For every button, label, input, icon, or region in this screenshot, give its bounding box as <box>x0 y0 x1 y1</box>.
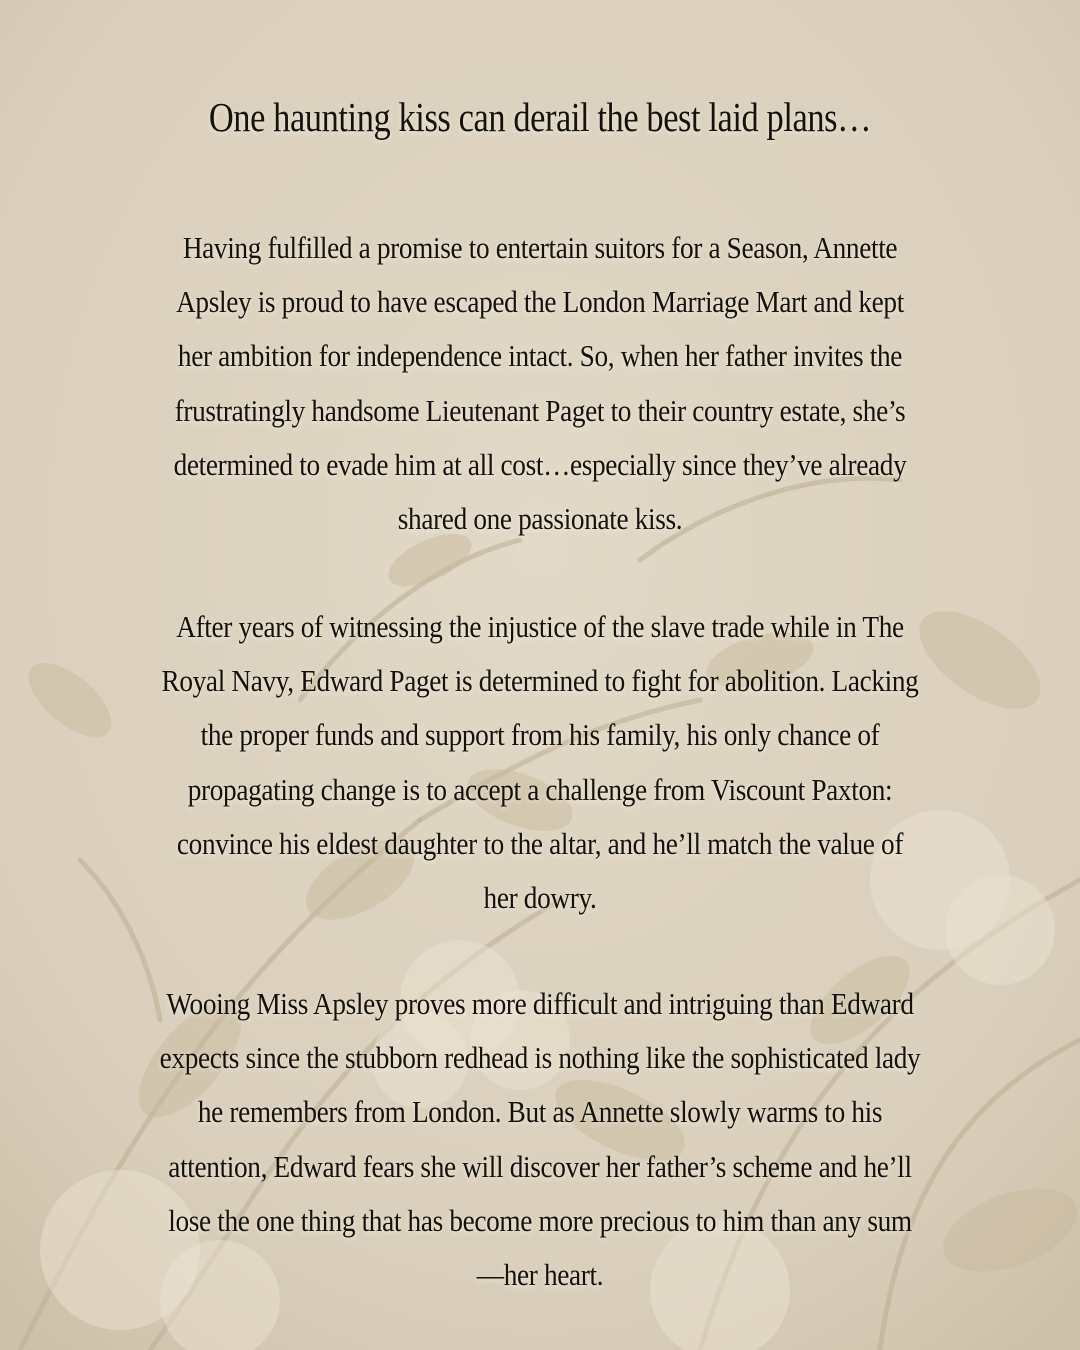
text-line: Royal Navy, Edward Paget is determined to fight for abolition. Lacking <box>161 663 919 699</box>
text-line: expects since the stubborn redhead is nothing like the sophisticated lady <box>159 1040 921 1076</box>
text-line: attention, Edward fears she will discover her father’s scheme and he’ll <box>168 1148 912 1184</box>
text-line: Apsley is proud to have escaped the London Marriage Mart and kept <box>176 284 904 320</box>
text-line: —her heart. <box>476 1257 604 1293</box>
text-line: After years of witnessing the injustice of the slave trade while in The <box>176 609 904 644</box>
text-line: Wooing Miss Apsley proves more difficult and intriguing than Edward <box>166 986 914 1021</box>
blurb-paragraph-2 <box>40 600 1040 925</box>
text-line: he remembers from London. But as Annette slowly warms to his <box>197 1094 883 1130</box>
blurb-paragraph-1 <box>40 221 1040 546</box>
text-line: propagating change is to accept a challenge from Viscount Paxton: <box>187 771 893 807</box>
text-line: her dowry. <box>483 880 597 916</box>
text-line: shared one passionate kiss. <box>397 501 683 537</box>
blurb-paragraph-3 <box>40 977 1040 1302</box>
text-line: her ambition for independence intact. So, when her father invites the <box>177 338 903 374</box>
text-line: lose the one thing that has become more precious to him than any sum <box>168 1202 912 1238</box>
tagline-heading: One haunting kiss can derail the best laid plans… <box>208 94 872 140</box>
text-line: the proper funds and support from his family, his only chance of <box>200 717 880 753</box>
text-line: Having fulfilled a promise to entertain suitors for a Season, Annette <box>182 230 898 265</box>
text-line: frustratingly handsome Lieutenant Paget to their country estate, she’s <box>174 392 906 428</box>
text-line: determined to evade him at all cost…especially since they’ve already <box>173 446 907 482</box>
text-line: convince his eldest daughter to the altar, and he’ll match the value of <box>176 825 904 861</box>
